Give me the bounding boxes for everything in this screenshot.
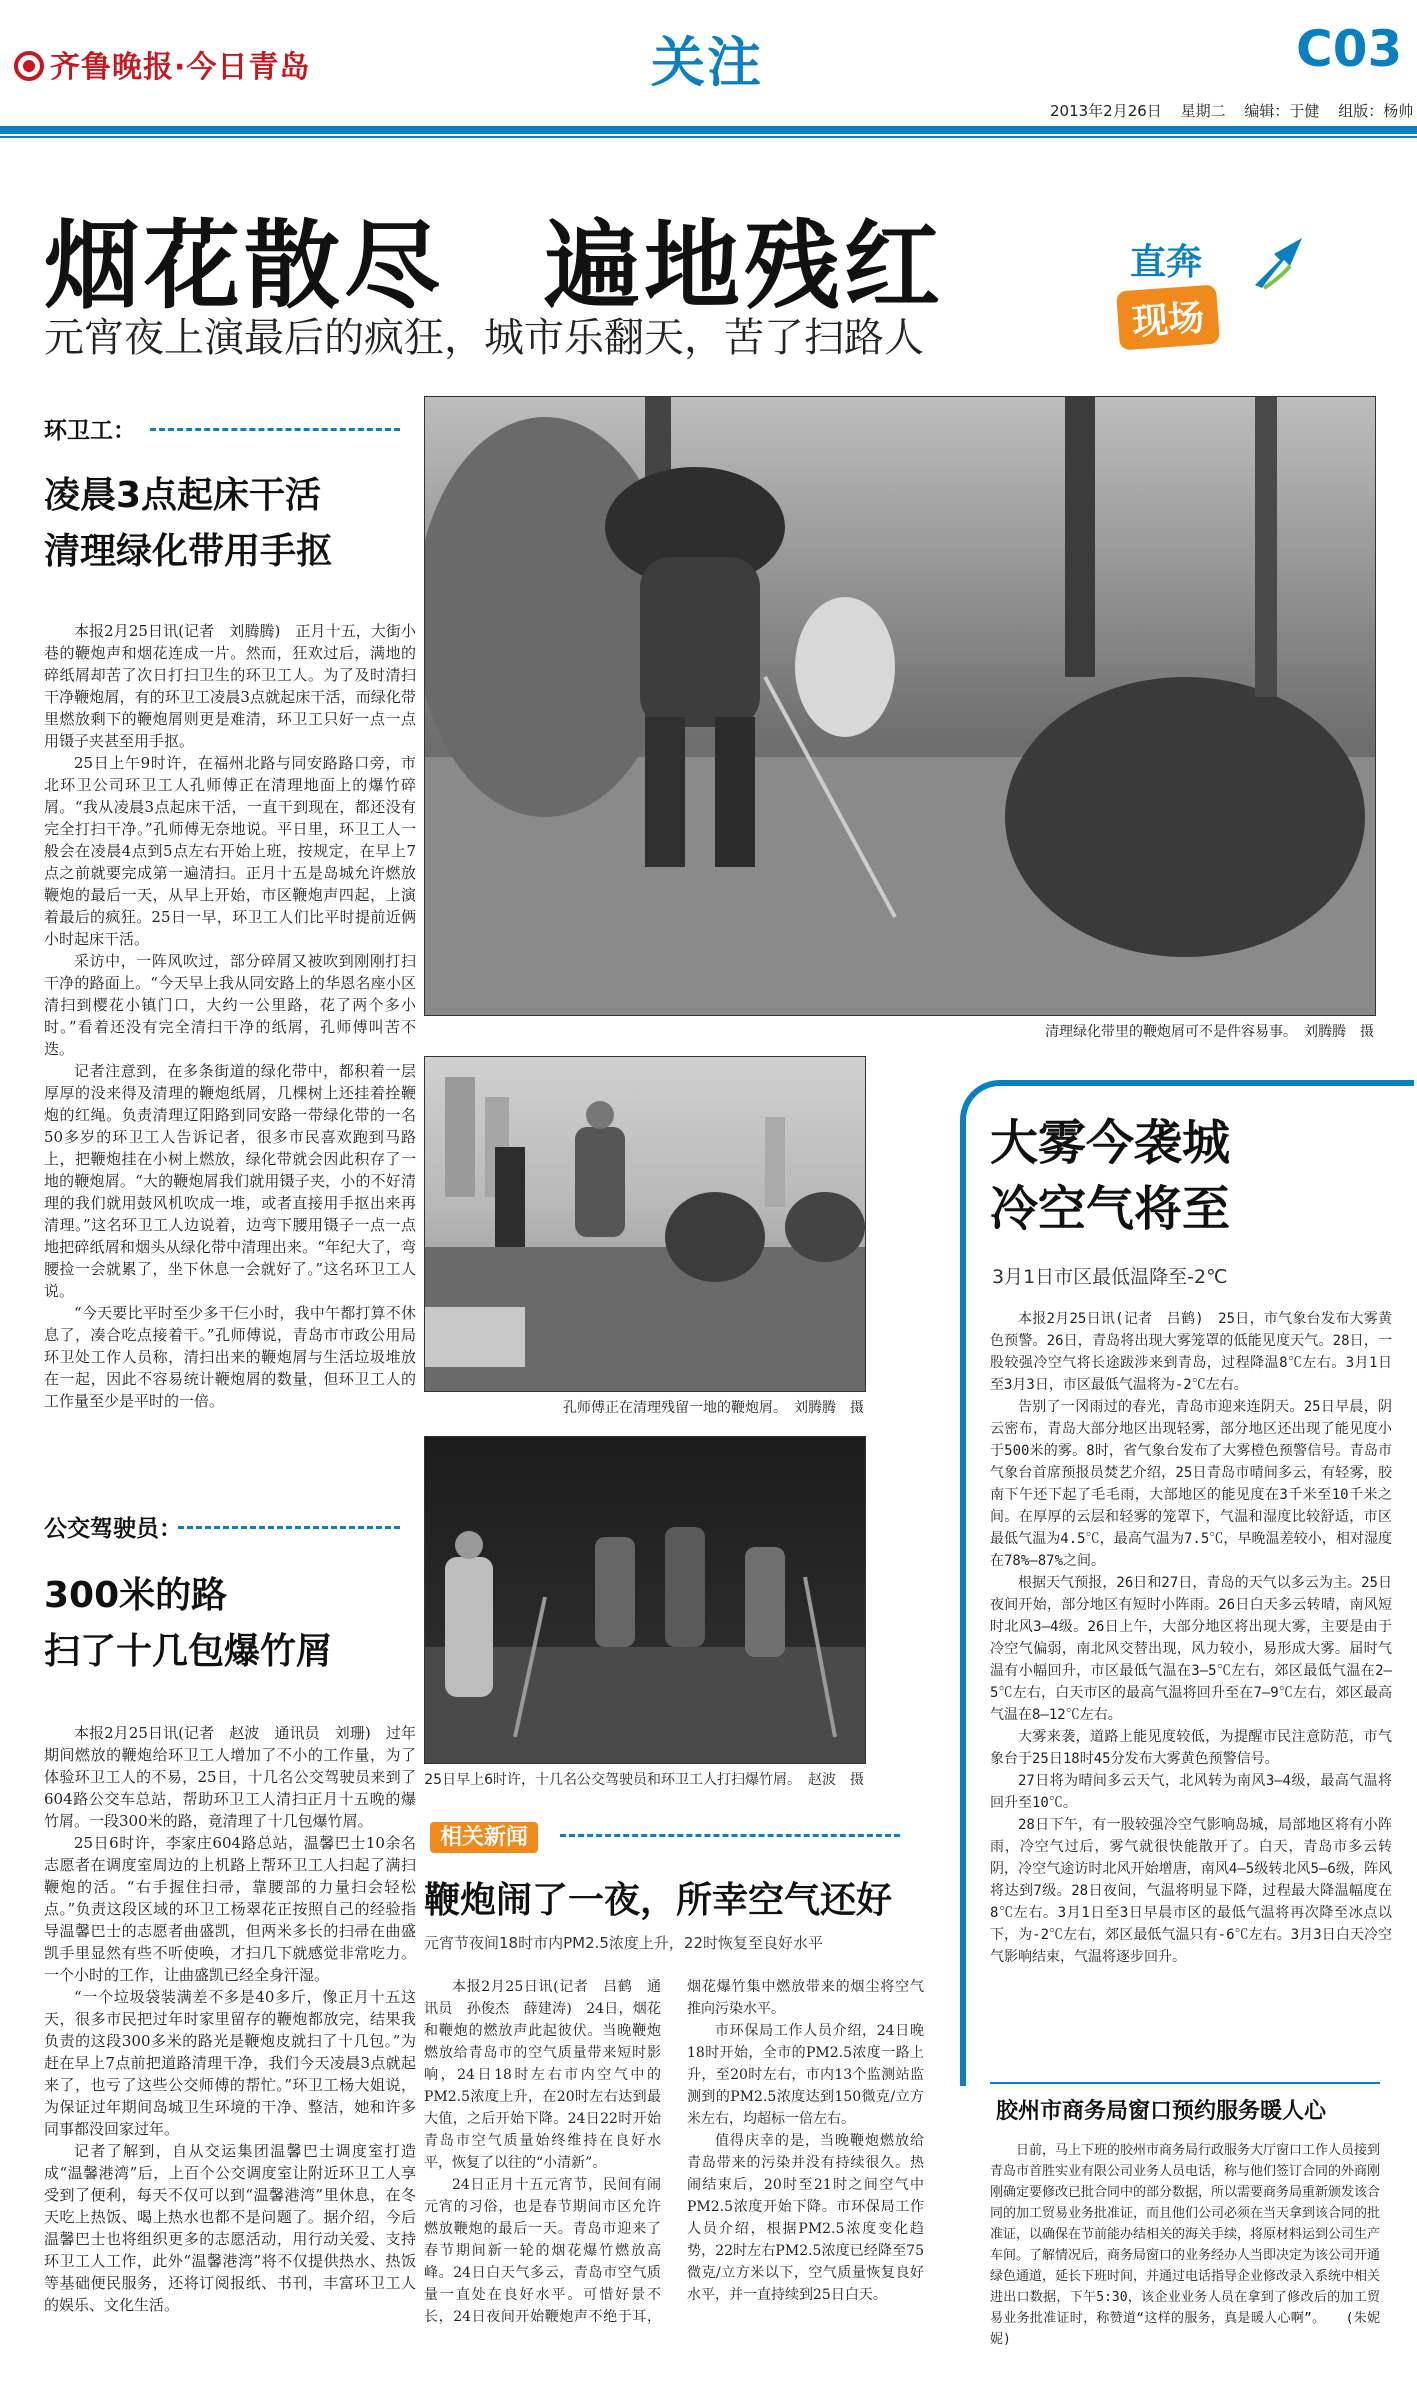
masthead-text: 齐鲁晚报·今日青岛 [50, 50, 311, 85]
weather-paragraph: 28日下午，有一股较强冷空气影响岛城，局部地区将有小阵雨，冷空气过后，雾气就很快能散开了。白天，青岛市多云转阴，冷空气途访时北风开始增唐，南风4—5级转北风5—6级，阵风将达到7级。28日夜间，气温将明显下降，过程最大降温幅度在8℃左右。3月1日至3日早晨市区的最低气温将再次降至冰点以下，为-2℃左右，郊区最低气温只有-6℃左右。3月3日白天冷空气影响结束，气温将逐步回升。 [990, 1817, 1392, 1965]
service-title: 胶州市商务局窗口预约服务暖人心 [996, 2099, 1327, 2124]
weather-title-line2: 冷空气将至 [990, 1181, 1231, 1237]
related-body [424, 1976, 924, 2396]
main-headline: 烟花散尽 遍地残红 [44, 210, 944, 322]
section1-rule [150, 428, 400, 431]
photo-illustration [425, 397, 1375, 1015]
masthead-logo [14, 42, 310, 86]
main-photo-caption: 清理绿化带里的鞭炮屑可不是件容易事。 刘腾腾 摄 [1045, 1024, 1374, 1040]
weather-paragraph: 告别了一冈雨过的春光，青岛市迎来连阴天。25日早晨，阴云密布，青岛大部分地区出现轻雾，部分地区还出现了能见度小于500米的雾。8时，省气象台发布了大雾橙色预警信号。青岛市气象台首席预报员焚艺介绍，25日青岛市晴间多云，有轻雾，胶南下午还下起了毛毛雨，大部地区的能见度在3千米至10千米之间。在厚厚的云层和轻雾的笼罩下，气温和湿度比较舒适，市区最低气温为4.5℃，最高气温为7.5℃，早晚温差较小，相对湿度在78%—87%之间。 [990, 1399, 1392, 1569]
badge-line2: 现场 [1116, 285, 1220, 351]
section1-body [44, 620, 416, 1500]
night-photo [424, 1436, 866, 1764]
badge-line1: 直奔 [1130, 242, 1203, 283]
section1-paragraph: 本报2月25日讯(记者 刘腾腾) 正月十五，大街小巷的鞭炮声和烟花连成一片。然而，狂欢过后，满地的碎纸屑却苦了次日打扫卫生的环卫工人。为了及时清扫干净鞭炮屑，有的环卫工凌晨3点就起床干活，而绿化带里燃放剩下的鞭炮屑则更是难清，环卫工只好一点一点用镊子夹甚至用手抠。 [44, 622, 416, 750]
section1-title-line2: 清理绿化带用手抠 [44, 531, 333, 572]
page-number: C03 [1296, 20, 1403, 78]
header-rule-thin [0, 136, 1417, 138]
related-paragraph: 值得庆幸的是，当晚鞭炮燃放给青岛带来的污染并没有持续很久。热闹结束后，20时至21时之间空气中PM2.5浓度开始下降。市环保局工作人员介绍，根据PM2.5浓度变化趋势，22时左右PM2.5浓度已经降至75微克/立方米以下，空气质量恢复良好水平，并一直持续到25日白天。 [687, 2133, 924, 2303]
weather-body [990, 1308, 1392, 2018]
related-paragraph: 市环保局工作人员介绍，24日晚18时开始，全市的PM2.5浓度一路上升，至20时左右，市内13个监测站监测到的PM2.5浓度达到150微克/立方米左右，均超标一倍左右。 [687, 2023, 924, 2127]
related-title: 鞭炮闹了一夜，所幸空气还好 [424, 1880, 893, 1921]
editor-credit: 编辑：于健 [1244, 102, 1320, 120]
weather-paragraph: 本报2月25日讯(记者 吕鹤) 25日，市气象台发布大雾黄色预警。26日，青岛将出现大雾笼罩的低能见度天气。28日，一股较强冷空气将长途跋涉来到青岛，过程降温8℃左右。3月1日至3月3日，市区最低气温将为-2℃左右。 [990, 1311, 1392, 1393]
service-paragraph: 日前，马上下班的胶州市商务局行政服务大厅窗口工作人员接到青岛市首胜实业有限公司业务人员电话，称与他们签订合同的外商刚刚确定要修改已批合同中的部分数据，所以需要商务局重新颁发该合同的加工贸易业务批准证，而且他们公司必须在当天拿到该合同的批准证，以确保在节前能办结相关的海关手续，将原材料运到公司生产车间。了解情况后，商务局窗口的业务经办人当即决定为该公司开通绿色通道，延长下班时间，并通过电话指导企业修改录入系统中相关进出口数据，下午5:30，该企业业务人员在拿到了修改后的加工贸易业务批准证时，称赞道“这样的服务，真是暖人心啊”。 (朱妮妮) [990, 2143, 1380, 2347]
logo-icon [14, 51, 44, 81]
related-tag: 相关新闻 [430, 1822, 538, 1853]
weather-paragraph: 根据天气预报，26日和27日，青岛的天气以多云为主。25日夜间开始，部分地区有短时小阵雨。26日白天多云转晴，南风短时北风3—4级。26日上午，大部分地区将出现大雾，主要是由于冷空气偏弱，南北风交替出现，风力较小，易形成大雾。届时气温有小幅回升，市区最低气温在3—5℃左右，郊区最低气温在2—5℃左右，白天市区的最高气温将回升至在7—9℃左右，郊区最高气温在8—12℃左右。 [990, 1575, 1392, 1723]
section2-paragraph: 本报2月25日讯(记者 赵波 通讯员 刘珊) 过年期间燃放的鞭炮给环卫工人增加了不小的工作量，为了体验环卫工人的不易，25日，十几名公交驾驶员来到了604路公交车总站，帮助环卫工人清扫正月十五晚的爆竹屑。一段300米的路，竟清理了十几包爆竹屑。 [44, 1724, 416, 1830]
section2-paragraph: 记者了解到，自从交运集团温馨巴士调度室打造成“温馨港湾”后，上百个公交调度室让附近环卫工人享受到了便利，每天不仅可以到“温馨港湾”里休息，在冬天吃上热饭、喝上热水也都不是问题了。据介绍，今后温馨巴士也将组织更多的志愿活动，用行动关爱、支持环卫工人工作，此外“温馨港湾”将不仅提供热水、热饭等基础便民服务，还将订阅报纸、书刊，丰富环卫工人的娱乐、文化生活。 [44, 2142, 416, 2314]
weather-paragraph: 27日将为晴间多云天气，北风转为南风3—4级，最高气温将回升至10℃。 [990, 1773, 1392, 1811]
cleaning-photo-caption: 孔师傅正在清理残留一地的鞭炮屑。 刘腾腾 摄 [563, 1400, 864, 1416]
related-paragraph: 24日正月十五元宵节，民间有闹元宵的习俗，也是春节期间市区允许燃放鞭炮的最后一天。青岛市迎来了春节期间新一轮的烟花爆竹燃放高峰。24日白天气多云，青岛市空气质量一直处在良好水平。可惜好景不长，24日夜间开始鞭炮声不绝于耳，烟花爆竹集中燃放带来的烟尘将空气推向污染水平。 [424, 1979, 924, 2325]
live-report-badge [1110, 230, 1310, 350]
section1-title [44, 468, 424, 580]
night-photo-caption: 25日早上6时许，十几名公交驾驶员和环卫工人打扫爆竹屑。 赵波 摄 [424, 1772, 864, 1788]
related-rule [560, 1834, 900, 1837]
issue-meta [1050, 100, 1417, 121]
section1-paragraph: 25日上午9时许，在福州北路与同安路路口旁，市北环卫公司环卫工人孔师傅正在清理地面上的爆竹碎屑。“我从凌晨3点起床干活，一直干到现在，都还没有完全打扫干净。”孔师傅无奈地说。平日里，环卫工人一般会在凌晨4点到5点左右开始上班，按规定，在早上7点之前就要完成第一遍清扫。正月十五是岛城允许燃放鞭炮的最后一天，从早上开始，市区鞭炮声四起，上演着最后的疯狂。25日一早，环卫工人们比平时提前近俩小时起床干活。 [44, 754, 416, 948]
photo-illustration [425, 1057, 865, 1391]
section1-label: 环卫工： [44, 418, 136, 444]
header-rule [0, 126, 1417, 134]
section2-title [44, 1568, 424, 1680]
section2-title-line2: 扫了十几包爆竹屑 [44, 1631, 333, 1672]
section1-paragraph: 采访中，一阵风吹过，部分碎屑又被吹到刚刚打扫干净的路面上。“今天早上我从同安路上的华恩名座小区清扫到樱花小镇门口，大约一公里路，花了两个多小时。”看着还没有完全清扫干净的纸屑，孔师傅叫苦不迭。 [44, 952, 416, 1058]
section2-paragraph: “一个垃圾袋装满差不多是40多斤，像正月十五这天，很多市民把过年时家里留存的鞭炮都放完，结果我负责的这段300多米的路光是鞭炮皮就扫了十几包。”为赶在早上7点前把道路清理干净，我们今天凌晨3点就起来了，也亏了这些公交师傅的帮忙。”环卫工杨大姐说，为保证过年期间岛城卫生环境的干净、整洁，她和许多同事都没回家过年。 [44, 1988, 416, 2138]
weather-title [990, 1110, 1230, 1242]
photo-illustration [425, 1437, 865, 1763]
service-rule [990, 2082, 1380, 2084]
issue-date: 2013年2月26日 [1050, 102, 1162, 120]
arrow-up-icon [1250, 230, 1310, 290]
section1-title-line1: 凌晨3点起床干活 [44, 475, 322, 516]
cleaning-photo [424, 1056, 866, 1392]
main-photo [424, 396, 1376, 1016]
section2-label: 公交驾驶员： [44, 1516, 182, 1542]
main-subhead: 元宵夜上演最后的疯狂，城市乐翻天，苦了扫路人 [44, 315, 924, 361]
section1-paragraph: 记者注意到，在多条街道的绿化带中，都积着一层厚厚的没来得及清理的鞭炮纸屑，几棵树上还挂着拴鞭炮的红绳。负责清理辽阳路到同安路一带绿化带的一名50多岁的环卫工人告诉记者，很多市民喜欢跑到马路上，把鞭炮挂在小树上燃放，绿化带就会因此积存了一地的鞭炮屑。“大的鞭炮屑我们就用镊子夹，小的不好清理的我们就用鼓风机吹成一堆，或者直接用手抠出来再清理。”这名环卫工人边说着，边弯下腰用镊子一点一点地把碎纸屑和烟头从绿化带中清理出来。“年纪大了，弯腰捡一会就累了，坐下休息一会就好了。”这名环卫工人说。 [44, 1062, 416, 1300]
service-body [990, 2140, 1380, 2380]
section2-body [44, 1722, 416, 2382]
related-subtitle: 元宵节夜间18时市内PM2.5浓度上升，22时恢复至良好水平 [424, 1934, 824, 1952]
section-title: 关注 [651, 31, 763, 94]
section2-paragraph: 25日6时许，李家庄604路总站，温馨巴士10余名志愿者在调度室周边的上机路上帮环卫工人扫起了满扫鞭炮的活。“右手握住扫帚，靠腰部的力量扫会轻松点。”负责这段区域的环卫工杨翠花正按照自己的经验指导温馨巴士的志愿者曲盛凯，但两米多长的扫帚在曲盛凯手里显然有些不听使唤，才扫几下就感觉非常吃力。一个小时的工作，让曲盛凯已经全身汗湿。 [44, 1834, 416, 1984]
weather-subtitle: 3月1日市区最低温降至-2℃ [992, 1266, 1228, 1288]
weather-paragraph: 大雾来袭，道路上能见度较低，为提醒市民注意防范，市气象台于25日18时45分发布大雾黄色预警信号。 [990, 1729, 1392, 1767]
related-tag-wrap [430, 1820, 538, 1851]
section1-paragraph: “今天要比平时至少多干仨小时，我中午都打算不休息了，凑合吃点接着干。”孔师傅说，青岛市市政公用局环卫处工作人员称，清扫出来的鞭炮屑与生活垃圾堆放在一起，因此不容易统计鞭炮屑的数量，但环卫工人的工作量至少是平时的一倍。 [44, 1304, 416, 1410]
issue-weekday: 星期二 [1180, 102, 1226, 120]
section2-rule [178, 1526, 400, 1529]
section2-title-line1: 300米的路 [44, 1575, 228, 1616]
weather-title-line1: 大雾今袭城 [990, 1115, 1231, 1171]
related-paragraph: 本报2月25日讯(记者 吕鹤 通讯员 孙俊杰 薛建涛) 24日，烟花和鞭炮的燃放声此起彼伏。当晚鞭炮燃放给青岛市的空气质量带来短时影响，24日18时左右市内空气中的PM2.5浓度上升，在20时左右达到最大值，之后开始下降。24日22时开始青岛市空气质量始终维持在良好水平，恢复了以往的“小清新”。 [424, 1979, 661, 2171]
layout-credit: 组版：杨帅 [1338, 102, 1414, 120]
